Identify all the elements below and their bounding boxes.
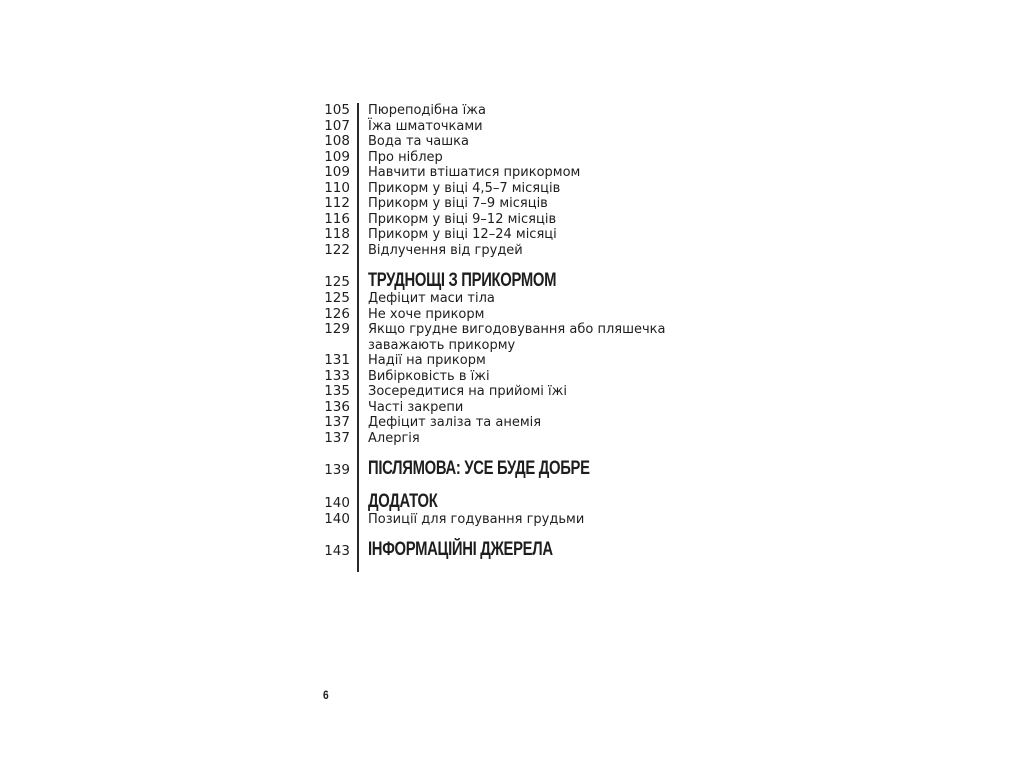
toc-entry[interactable] <box>300 243 720 259</box>
toc-entry-title: Дефіцит заліза та анемія <box>368 415 542 430</box>
toc-section-sources <box>300 540 720 560</box>
toc-entry[interactable] <box>300 400 720 416</box>
toc-entry-title: заважають прикорму <box>368 337 516 353</box>
toc-entry[interactable] <box>300 196 720 212</box>
toc-spacer <box>300 479 720 492</box>
toc-page-number: 136 <box>324 398 350 415</box>
toc-section-title: ПІСЛЯМОВА: УСЕ БУДЕ ДОБРЕ <box>368 458 590 479</box>
toc-page-number: 125 <box>324 274 350 290</box>
toc-entry[interactable] <box>300 431 720 447</box>
toc-page-number: 126 <box>324 305 350 322</box>
toc-section-heading[interactable] <box>300 271 720 291</box>
toc-entry-title: Навчити втішатися прикормом <box>368 165 581 180</box>
toc-entry[interactable] <box>300 384 720 400</box>
toc-entry-continuation[interactable] <box>300 338 720 354</box>
toc-page-number: 137 <box>324 414 350 430</box>
toc-entry[interactable] <box>300 369 720 385</box>
page-number-footer: 6 <box>323 688 329 702</box>
toc-entry-title: Надії на прикорм <box>368 353 486 368</box>
toc-entry[interactable] <box>300 307 720 323</box>
toc-page-number: 112 <box>324 195 350 211</box>
toc-entry-title: Часті закрепи <box>368 399 464 415</box>
toc-section-difficulties <box>300 271 720 446</box>
toc-page-number: 107 <box>324 117 350 134</box>
toc-entry-title: Відлучення від грудей <box>368 242 523 258</box>
toc-entry-title: Прикорм у віці 12–24 місяці <box>368 227 557 242</box>
toc-entry[interactable] <box>300 150 720 166</box>
toc-page-number: 129 <box>324 321 350 337</box>
toc-entry-title: Якщо грудне вигодовування або пляшечка <box>368 322 666 337</box>
toc-page-number: 140 <box>324 495 350 511</box>
toc-entry[interactable] <box>300 165 720 181</box>
toc-entry-title: Позиції для годування грудьми <box>368 512 585 527</box>
toc-entry-title: Прикорм у віці 9–12 місяців <box>368 211 557 227</box>
toc-page-number: 109 <box>324 148 350 165</box>
toc-page-number: 135 <box>324 383 350 399</box>
toc-entry-title: Пюреподібна їжа <box>368 103 486 118</box>
toc-entry-title: Не хоче прикорм <box>368 306 485 322</box>
toc-page-number: 122 <box>324 241 350 258</box>
toc-entry[interactable] <box>300 322 720 338</box>
toc-group-feeding <box>300 103 720 258</box>
toc-entry[interactable] <box>300 353 720 369</box>
toc-section-heading[interactable] <box>300 492 720 512</box>
toc-entry-title: Дефіцит маси тіла <box>368 291 495 306</box>
toc-entry[interactable] <box>300 212 720 228</box>
toc-section-heading[interactable] <box>300 459 720 479</box>
toc-section-heading[interactable] <box>300 540 720 560</box>
toc-page-number: 109 <box>324 164 350 180</box>
toc-section-title: ДОДАТОК <box>368 491 438 512</box>
toc-entry-title: Зосередитися на прийомі їжі <box>368 384 567 399</box>
toc-section-title: ТРУДНОЩІ З ПРИКОРМОМ <box>368 270 557 291</box>
toc-entry-title: Прикорм у віці 4,5–7 місяців <box>368 180 561 196</box>
toc-section-appendix <box>300 492 720 528</box>
toc-entry-title: Про ніблер <box>368 149 443 165</box>
toc-page-number: 105 <box>324 102 350 118</box>
toc-section-title: ІНФОРМАЦІЙНІ ДЖЕРЕЛА <box>368 538 553 560</box>
toc-page-number: 133 <box>324 367 350 384</box>
toc-page-number: 139 <box>324 462 350 478</box>
toc-entry[interactable] <box>300 103 720 119</box>
toc-entry[interactable] <box>300 181 720 197</box>
toc-page-number: 131 <box>324 352 350 368</box>
toc-entry-title: Прикорм у віці 7–9 місяців <box>368 196 548 211</box>
toc-page-number: 140 <box>324 511 350 527</box>
toc-entry-title: Їжа шматочками <box>368 118 483 134</box>
toc-entry[interactable] <box>300 119 720 135</box>
toc-entry[interactable] <box>300 512 720 528</box>
toc-page-number: 108 <box>324 133 350 149</box>
toc-entry[interactable] <box>300 291 720 307</box>
toc-page-number: 125 <box>324 290 350 306</box>
toc-entry-title: Вибірковість в їжі <box>368 368 490 384</box>
toc-entry[interactable] <box>300 415 720 431</box>
toc-entry[interactable] <box>300 227 720 243</box>
toc-page-number: 143 <box>324 542 350 559</box>
toc-page-number: 110 <box>324 179 350 196</box>
table-of-contents <box>300 103 720 560</box>
toc-entry-title: Алергія <box>368 430 420 446</box>
toc-entry-title: Вода та чашка <box>368 134 469 149</box>
toc-page-number: 118 <box>324 226 350 242</box>
toc-page-number: 116 <box>324 210 350 227</box>
toc-section-afterword <box>300 459 720 479</box>
toc-page-number: 137 <box>324 429 350 446</box>
toc-entry[interactable] <box>300 134 720 150</box>
